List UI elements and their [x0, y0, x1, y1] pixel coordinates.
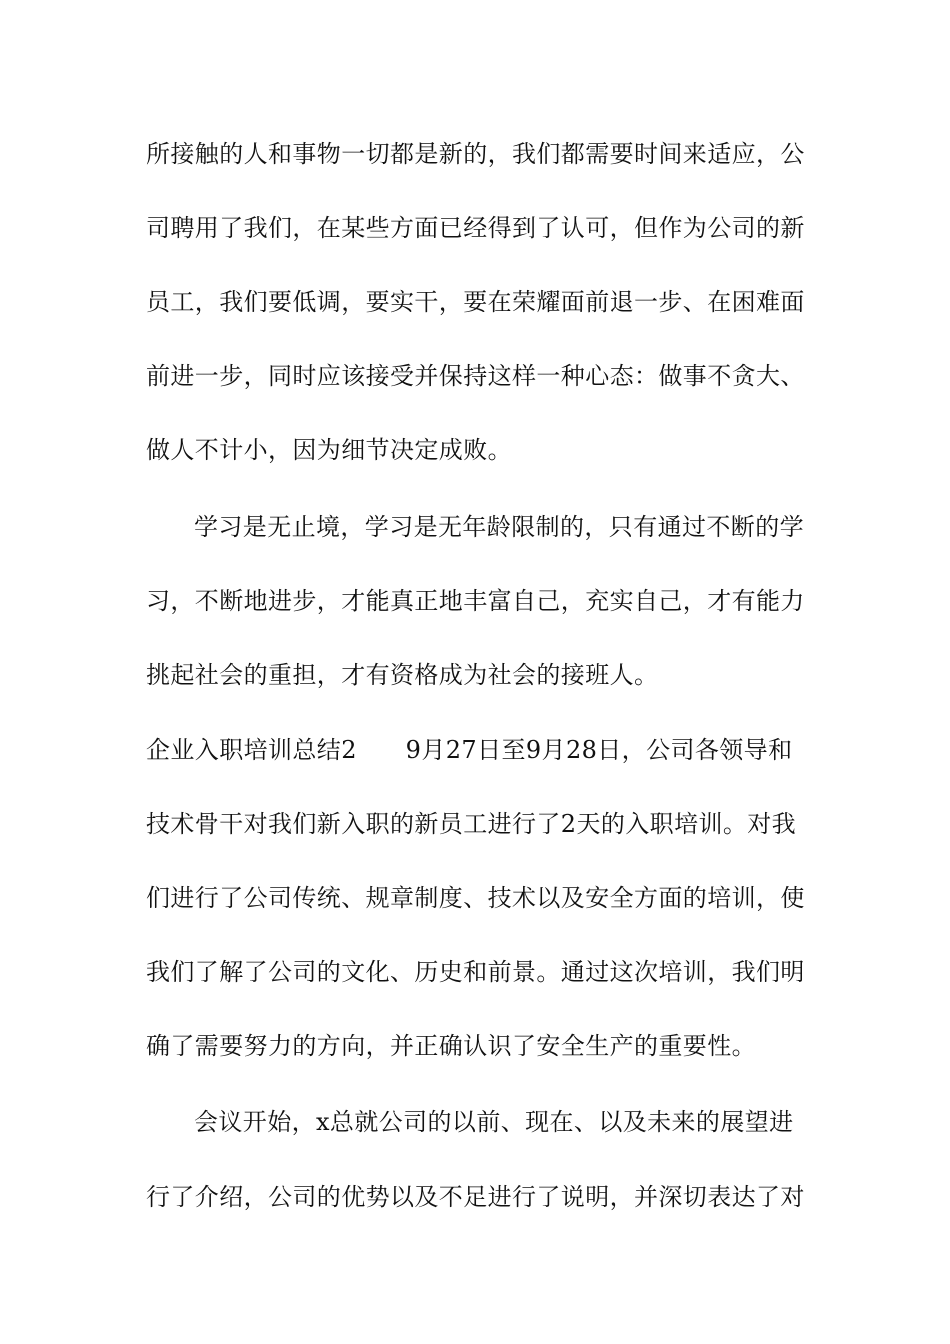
text-line: 挑起社会的重担，才有资格成为社会的接班人。: [146, 661, 659, 689]
text-line: 我们了解了公司的文化、历史和前景。通过这次培训，我们明: [146, 958, 805, 986]
text-line: 所接触的人和事物一切都是新的，我们都需要时间来适应，公: [146, 140, 805, 168]
text-line: 司聘用了我们，在某些方面已经得到了认可，但作为公司的新: [146, 214, 805, 242]
paragraph-start-line: 会议开始，x总就公司的以前、现在、以及未来的展望进: [194, 1108, 794, 1136]
text-line: 们进行了公司传统、规章制度、技术以及安全方面的培训，使: [146, 884, 805, 912]
section-heading-line: 企业入职培训总结2 9月27日至9月28日，公司各领导和: [146, 736, 793, 764]
text-line: 做人不计小，因为细节决定成败。: [146, 436, 512, 464]
paragraph-start-line: 学习是无止境，学习是无年龄限制的，只有通过不断的学: [194, 513, 804, 541]
text-line: 确了需要努力的方向，并正确认识了安全生产的重要性。: [146, 1032, 756, 1060]
text-line: 行了介绍，公司的优势以及不足进行了说明，并深切表达了对: [146, 1183, 805, 1211]
text-line: 前进一步，同时应该接受并保持这样一种心态：做事不贪大、: [146, 362, 805, 390]
text-line: 技术骨干对我们新入职的新员工进行了2天的入职培训。对我: [146, 810, 797, 838]
text-line: 习，不断地进步，才能真正地丰富自己，充实自己，才有能力: [146, 587, 805, 615]
text-line: 员工，我们要低调，要实干，要在荣耀面前退一步、在困难面: [146, 288, 805, 316]
